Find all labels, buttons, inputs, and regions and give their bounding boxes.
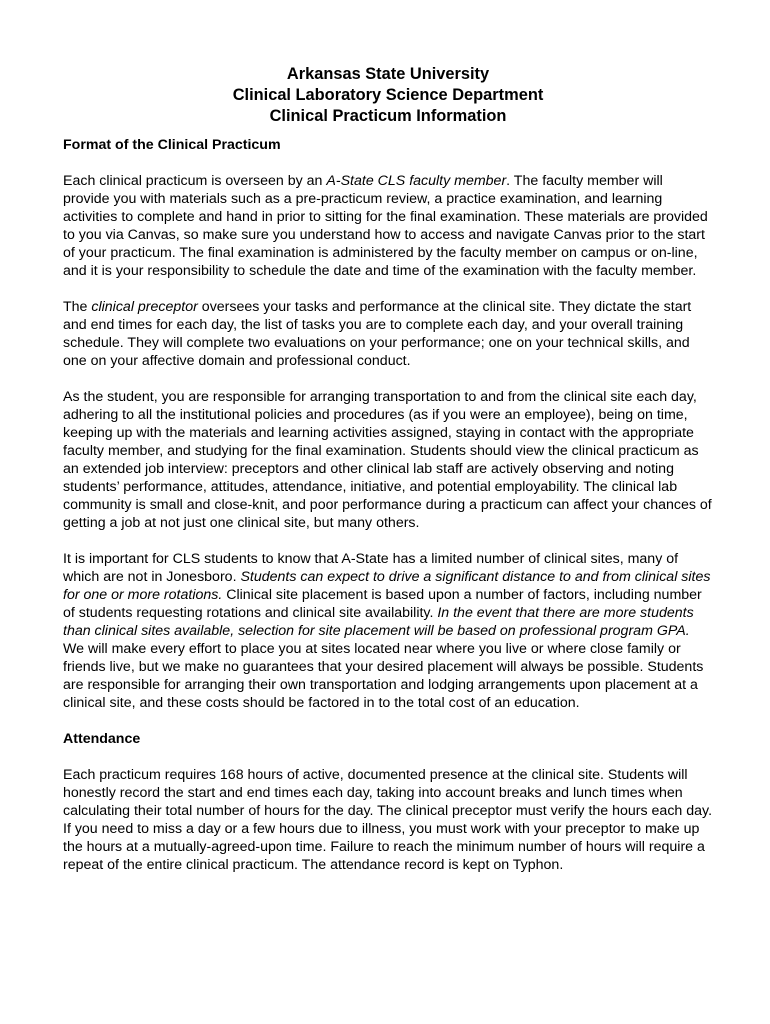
format-p4-text-a: It is important for CLS students to know that A-State has a limited number of clinical sites, many of which are not in Jonesboro. <box>63 551 679 585</box>
university-name: Arkansas State University <box>286 65 490 83</box>
document-header <box>63 64 713 127</box>
document-title: Clinical Practicum Information <box>269 107 507 125</box>
document-page <box>63 64 713 892</box>
format-paragraph-1 <box>63 172 713 280</box>
format-p2-text-c: oversees your tasks and performance at the clinical site. They dictate the start and end times for each day, the list of tasks you are to complete each day, and your overall training schedule. They will complete two evaluations on your performance; one on your technical skills, and one on your affective domain and professional conduct. <box>63 299 692 369</box>
format-p1-text-c: . The faculty member will provide you with materials such as a pre-practicum review, a practice examination, and learning activities to complete and hand in prior to sitting for the final examination. These materials are provided to you via Canvas, so make sure you understand how to access and navigate Canvas prior to the start of your practicum. The final examination is administered by the faculty member on campus or on-line, and it is your responsibility to schedule the date and time of the examination with the faculty member. <box>63 173 708 279</box>
format-paragraph-3: As the student, you are responsible for arranging transportation to and from the clinical site each day, adhering to all the institutional policies and procedures (as if you were an employee), being on time, keeping up with the materials and learning activities assigned, staying in contact with the appropriate faculty member, and studying for the final examination. Students should view the clinical practicum as an extended job interview: preceptors and other clinical lab staff are actively observing and noting students’ performance, attitudes, attendance, initiative, and potential employability. The clinical lab community is small and close-knit, and poor performance during a practicum can affect your chances of getting a job at not just one clinical site, but many others. <box>63 389 712 531</box>
format-p4-text-e: We will make every effort to place you at sites located near where you live or where close family or friends live, but we make no guarantees that your desired placement will always be possible. Students are responsible for arranging their own transportation and lodging arrangements upon placement at a clinical site, and these costs should be factored in to the total cost of an education. <box>63 641 704 711</box>
format-p4-text-c: Clinical site placement is based upon a number of factors, including number of students requesting rotations and clinical site availability. <box>63 587 702 621</box>
attendance-paragraph-1: Each practicum requires 168 hours of active, documented presence at the clinical site. Students will honestly record the start and end times each day, taking into account breaks and lunch times when calculating their total number of hours for the day. The clinical preceptor must verify the hours each day. If you need to miss a day or a few hours due to illness, you must work with your preceptor to make up the hours at a mutually-agreed-upon time. Failure to reach the minimum number of hours will require a repeat of the entire clinical practicum. The attendance record is kept on Typhon. <box>63 767 713 873</box>
format-paragraph-2 <box>63 298 713 370</box>
format-p4-italic-1: Students can expect to drive a significant distance to and from clinical sites for one or more rotations. <box>63 569 711 603</box>
attendance-section <box>63 730 713 874</box>
format-p4-italic-2: In the event that there are more students than clinical sites available, selection for site placement will be based on professional program GPA. <box>63 605 694 639</box>
format-p2-italic: clinical preceptor <box>91 299 198 315</box>
format-section <box>63 136 713 712</box>
format-p1-italic: A-State CLS faculty member <box>326 173 507 189</box>
department-name: Clinical Laboratory Science Department <box>232 86 544 104</box>
format-heading: Format of the Clinical Practicum <box>63 137 281 153</box>
format-p1-text-a: Each clinical practicum is overseen by an <box>63 173 327 189</box>
format-p2-text-a: The <box>63 299 92 315</box>
format-paragraph-4 <box>63 550 713 712</box>
attendance-heading: Attendance <box>63 731 141 747</box>
